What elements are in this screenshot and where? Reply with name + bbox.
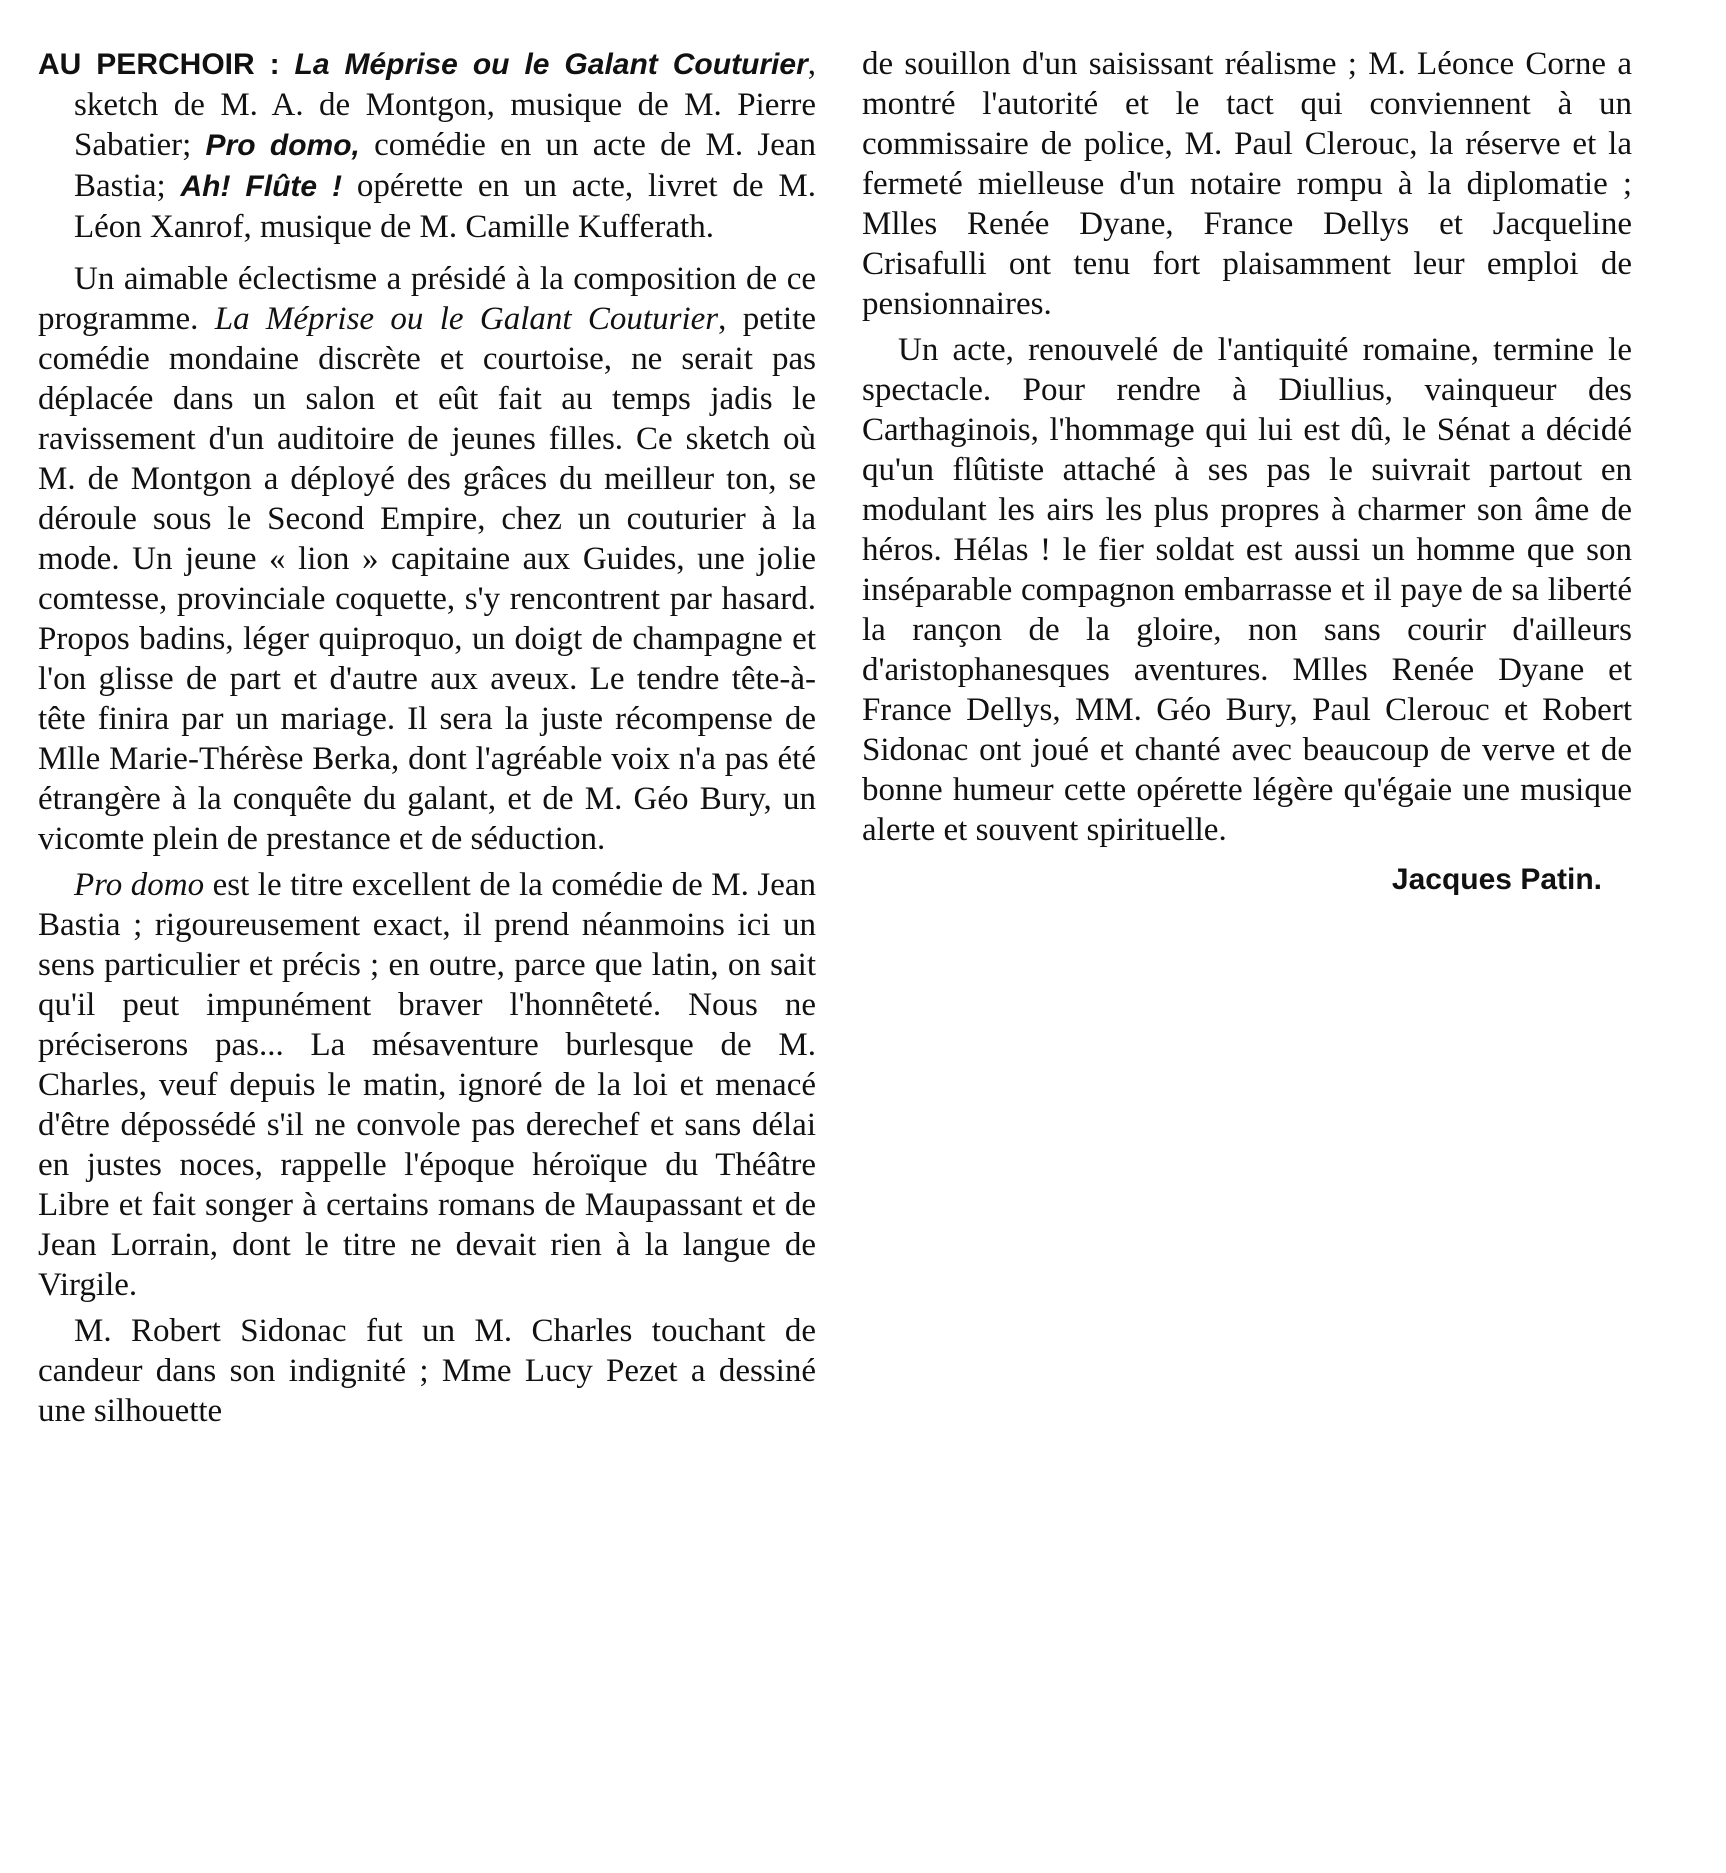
- work-title-3: Ah! Flûte !: [180, 170, 342, 203]
- work-title-2: Pro domo,: [205, 129, 360, 162]
- author-signature: Jacques Patin.: [1391, 863, 1602, 896]
- paragraph-2-title: Pro domo: [74, 867, 205, 903]
- paragraph-1: [38, 259, 816, 859]
- work-title-1: La Méprise ou le Galant Couturier: [294, 48, 808, 81]
- work-credits-2: comédie en un acte de M. Jean Bastia;: [74, 127, 816, 204]
- rubric-title: AU PERCHOIR :: [38, 48, 280, 81]
- paragraph-3-continued: de souillon d'un saisissant réalisme ; M. Léonce Corne a montré l'autorité et le tact qui conviennent à un commissaire de police, M. Paul Clerouc, la réserve et la fermeté mielleuse d'un notaire rompu à la diplomatie ; Mlles Renée Dyane, France Dellys et Jacqueline Crisafulli ont tenu fort plaisamment leur emploi de pensionnaires.: [862, 46, 1632, 322]
- paragraph-1-body: , petite comédie mondaine discrète et courtoise, ne serait pas déplacée dans un salon et eût fait au temps jadis le ravissement d'un auditoire de jeunes filles. Ce sketch où M. de Montgon a déployé des grâces du meilleur ton, se déroule sous le Second Empire, chez un couturier à la mode. Un jeune « lion » capitaine aux Guides, une jolie comtesse, provinciale coquette, s'y rencontrent par hasard. Propos badins, léger quiproquo, un doigt de champagne et l'on glisse de part et d'autre aux aveux. Le tendre tête-à-tête finira par un mariage. Il sera la juste récompense de Mlle Marie-Thérèse Berka, dont l'agréable voix n'a pas été étrangère à la conquête du galant, et de M. Géo Bury, un vicomte plein de prestance et de séduction.: [38, 301, 817, 857]
- work-credits-3: opérette en un acte, livret de M. Léon Xanrof, musique de M. Camille Kufferath.: [74, 168, 817, 245]
- work-credits-1: , sketch de M. A. de Montgon, musique de M. Pierre Sabatier;: [74, 46, 817, 163]
- paragraph-1-intro: Un aimable éclectisme a présidé à la composition de ce programme.: [38, 261, 816, 337]
- paragraph-2-body: est le titre excellent de la comédie de M. Jean Bastia ; rigoureusement exact, il prend néanmoins ici un sens particulier et précis ; en outre, parce que latin, on sait qu'il peut impunément braver l'honnêteté. Nous ne préciserons pas... La mésaventure burlesque de M. Charles, veuf depuis le matin, ignoré de la loi et menacé d'être dépossédé s'il ne convole pas derechef et sans délai en justes noces, rappelle l'époque héroïque du Théâtre Libre et fait songer à certains romans de Maupassant et de Jean Lorrain, dont le titre ne devait rien à la langue de Virgile.: [38, 867, 817, 1303]
- right-column: [862, 44, 1632, 900]
- review-heading: [38, 44, 816, 247]
- paragraph-2: [38, 865, 816, 1305]
- paragraph-3-start: M. Robert Sidonac fut un M. Charles touchant de candeur dans son indignité ; Mme Lucy Pezet a dessiné une silhouette: [38, 1313, 816, 1429]
- paragraph-1-title: La Méprise ou le Galant Couturier: [214, 301, 719, 337]
- left-column: [38, 44, 816, 1437]
- paragraph-4: Un acte, renouvelé de l'antiquité romaine, termine le spectacle. Pour rendre à Diullius, vainqueur des Carthaginois, l'hommage qui lui est dû, le Sénat a décidé qu'un flûtiste attaché à ses pas le suivrait partout en modulant les airs les plus propres à charmer son âme de héros. Hélas ! le fier soldat est aussi un homme que son inséparable compagnon embarrasse et il paye de sa liberté la rançon de la gloire, non sans courir d'ailleurs d'aristophanesques aventures. Mlles Renée Dyane et France Dellys, MM. Géo Bury, Paul Clerouc et Robert Sidonac ont joué et chanté avec beaucoup de verve et de bonne humeur cette opérette légère qu'égaie une musique alerte et souvent spirituelle.: [862, 332, 1632, 848]
